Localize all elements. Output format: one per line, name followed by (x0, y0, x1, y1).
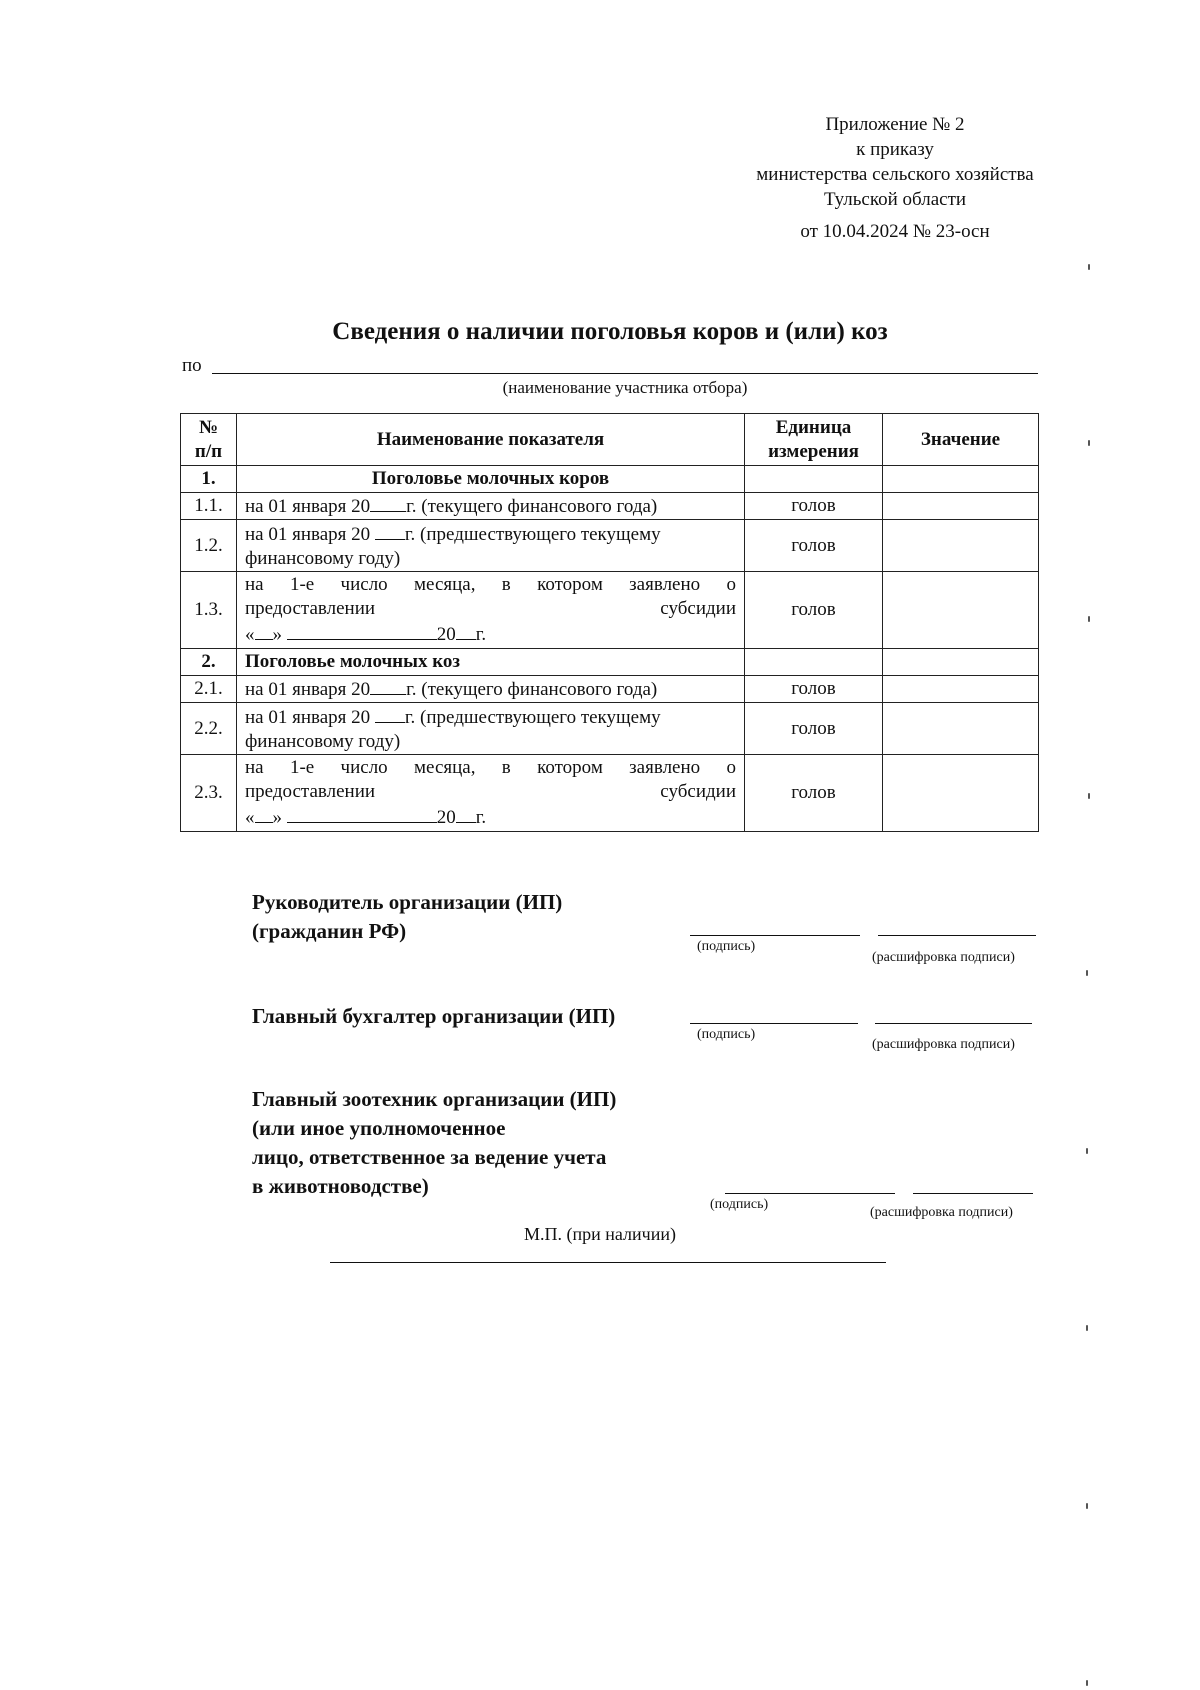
row-num: 2. (181, 649, 237, 676)
header-value: Значение (883, 414, 1039, 466)
value-cell[interactable] (883, 649, 1039, 676)
value-cell[interactable] (883, 676, 1039, 703)
header-unit: Единица измерения (745, 414, 883, 466)
po-label: по (182, 355, 202, 376)
unit-cell (745, 649, 883, 676)
accountant-signature-title: Главный бухгалтер организации (ИП) (252, 1004, 616, 1028)
unit-cell: голов (745, 676, 883, 703)
table-row (181, 493, 1039, 520)
appendix-date: от 10.04.2024 № 23-осн (800, 221, 990, 242)
table-header-row (181, 414, 1039, 466)
indicator-cell: на 01 января 20 г. (текущего финансового года) (237, 493, 745, 520)
scan-speck (1088, 616, 1090, 622)
indicator-cell: на 01 января 20 г. (предшествующего текущему финансовому году) (237, 520, 745, 572)
scan-speck (1086, 1148, 1088, 1154)
head-signature-caption: (подпись) (697, 939, 756, 954)
value-cell[interactable] (883, 572, 1039, 649)
table-row (181, 572, 1039, 649)
row-num: 1.1. (181, 493, 237, 520)
scan-speck (1088, 793, 1090, 799)
indicator-cell: на 1-е число месяца, в котором заявлено о предоставлении субсидии « » 20 г. (237, 572, 745, 649)
indicator-cell: на 01 января 20 г. (предшествующего текущему финансовому году) (237, 703, 745, 755)
head-signature-line[interactable] (690, 935, 860, 936)
table-row (181, 703, 1039, 755)
zootechnician-signature-line[interactable] (725, 1193, 895, 1194)
section-title: Поголовье молочных коров (237, 466, 745, 493)
table-row (181, 676, 1039, 703)
value-cell[interactable] (883, 493, 1039, 520)
zootechnician-decode-caption: (расшифровка подписи) (870, 1205, 1013, 1220)
zootechnician-signature-caption: (подпись) (710, 1197, 769, 1212)
value-cell[interactable] (883, 755, 1039, 832)
unit-cell: голов (745, 572, 883, 649)
header-num: № п/п (181, 414, 237, 466)
unit-cell: голов (745, 703, 883, 755)
accountant-decode-caption: (расшифровка подписи) (872, 1037, 1015, 1052)
head-decode-line[interactable] (878, 935, 1036, 936)
zootechnician-decode-line[interactable] (913, 1193, 1033, 1194)
scan-speck (1088, 440, 1090, 446)
section-title: Поголовье молочных коз (237, 649, 745, 676)
appendix-ministry: министерства сельского хозяйства (756, 164, 1034, 185)
accountant-decode-line[interactable] (875, 1023, 1032, 1024)
scan-speck (1086, 1325, 1088, 1331)
scan-speck (1088, 264, 1090, 270)
indicator-cell: на 1-е число месяца, в котором заявлено о предоставлении субсидии « » 20 г. (237, 755, 745, 832)
table-row-section-1 (181, 466, 1039, 493)
unit-cell: голов (745, 520, 883, 572)
appendix-header (700, 112, 1090, 244)
table-row-section-2 (181, 649, 1039, 676)
unit-cell (745, 466, 883, 493)
indicator-cell: на 01 января 20 г. (текущего финансового года) (237, 676, 745, 703)
value-cell[interactable] (883, 520, 1039, 572)
table-row (181, 755, 1039, 832)
participant-name-line[interactable] (212, 373, 1038, 374)
table-row (181, 520, 1039, 572)
scan-speck (1086, 1680, 1088, 1686)
value-cell[interactable] (883, 466, 1039, 493)
unit-cell: голов (745, 755, 883, 832)
scan-speck (1086, 1503, 1088, 1509)
livestock-table (180, 413, 1039, 832)
scan-speck (1086, 970, 1088, 976)
row-num: 2.3. (181, 755, 237, 832)
unit-cell: голов (745, 493, 883, 520)
stamp-place: М.П. (при наличии) (524, 1224, 676, 1244)
row-num: 2.1. (181, 676, 237, 703)
accountant-signature-line[interactable] (690, 1023, 858, 1024)
document-title: Сведения о наличии поголовья коров и (или) коз (332, 318, 888, 345)
row-num: 1.3. (181, 572, 237, 649)
appendix-order: к приказу (856, 139, 934, 160)
accountant-signature-caption: (подпись) (697, 1027, 756, 1042)
head-signature-title: Руководитель организации (ИП) (гражданин РФ) (252, 890, 563, 943)
participant-name-caption: (наименование участника отбора) (502, 378, 748, 397)
row-num: 2.2. (181, 703, 237, 755)
appendix-region: Тульской области (823, 189, 967, 210)
row-num: 1.2. (181, 520, 237, 572)
value-cell[interactable] (883, 703, 1039, 755)
header-name: Наименование показателя (237, 414, 745, 466)
appendix-number: Приложение № 2 (825, 114, 965, 135)
bottom-rule (330, 1262, 886, 1263)
head-decode-caption: (расшифровка подписи) (872, 950, 1015, 965)
row-num: 1. (181, 466, 237, 493)
zootechnician-signature-title: Главный зоотехник организации (ИП) (или иное уполномоченное лицо, ответственное за ведение учета в животноводстве) (252, 1087, 617, 1198)
